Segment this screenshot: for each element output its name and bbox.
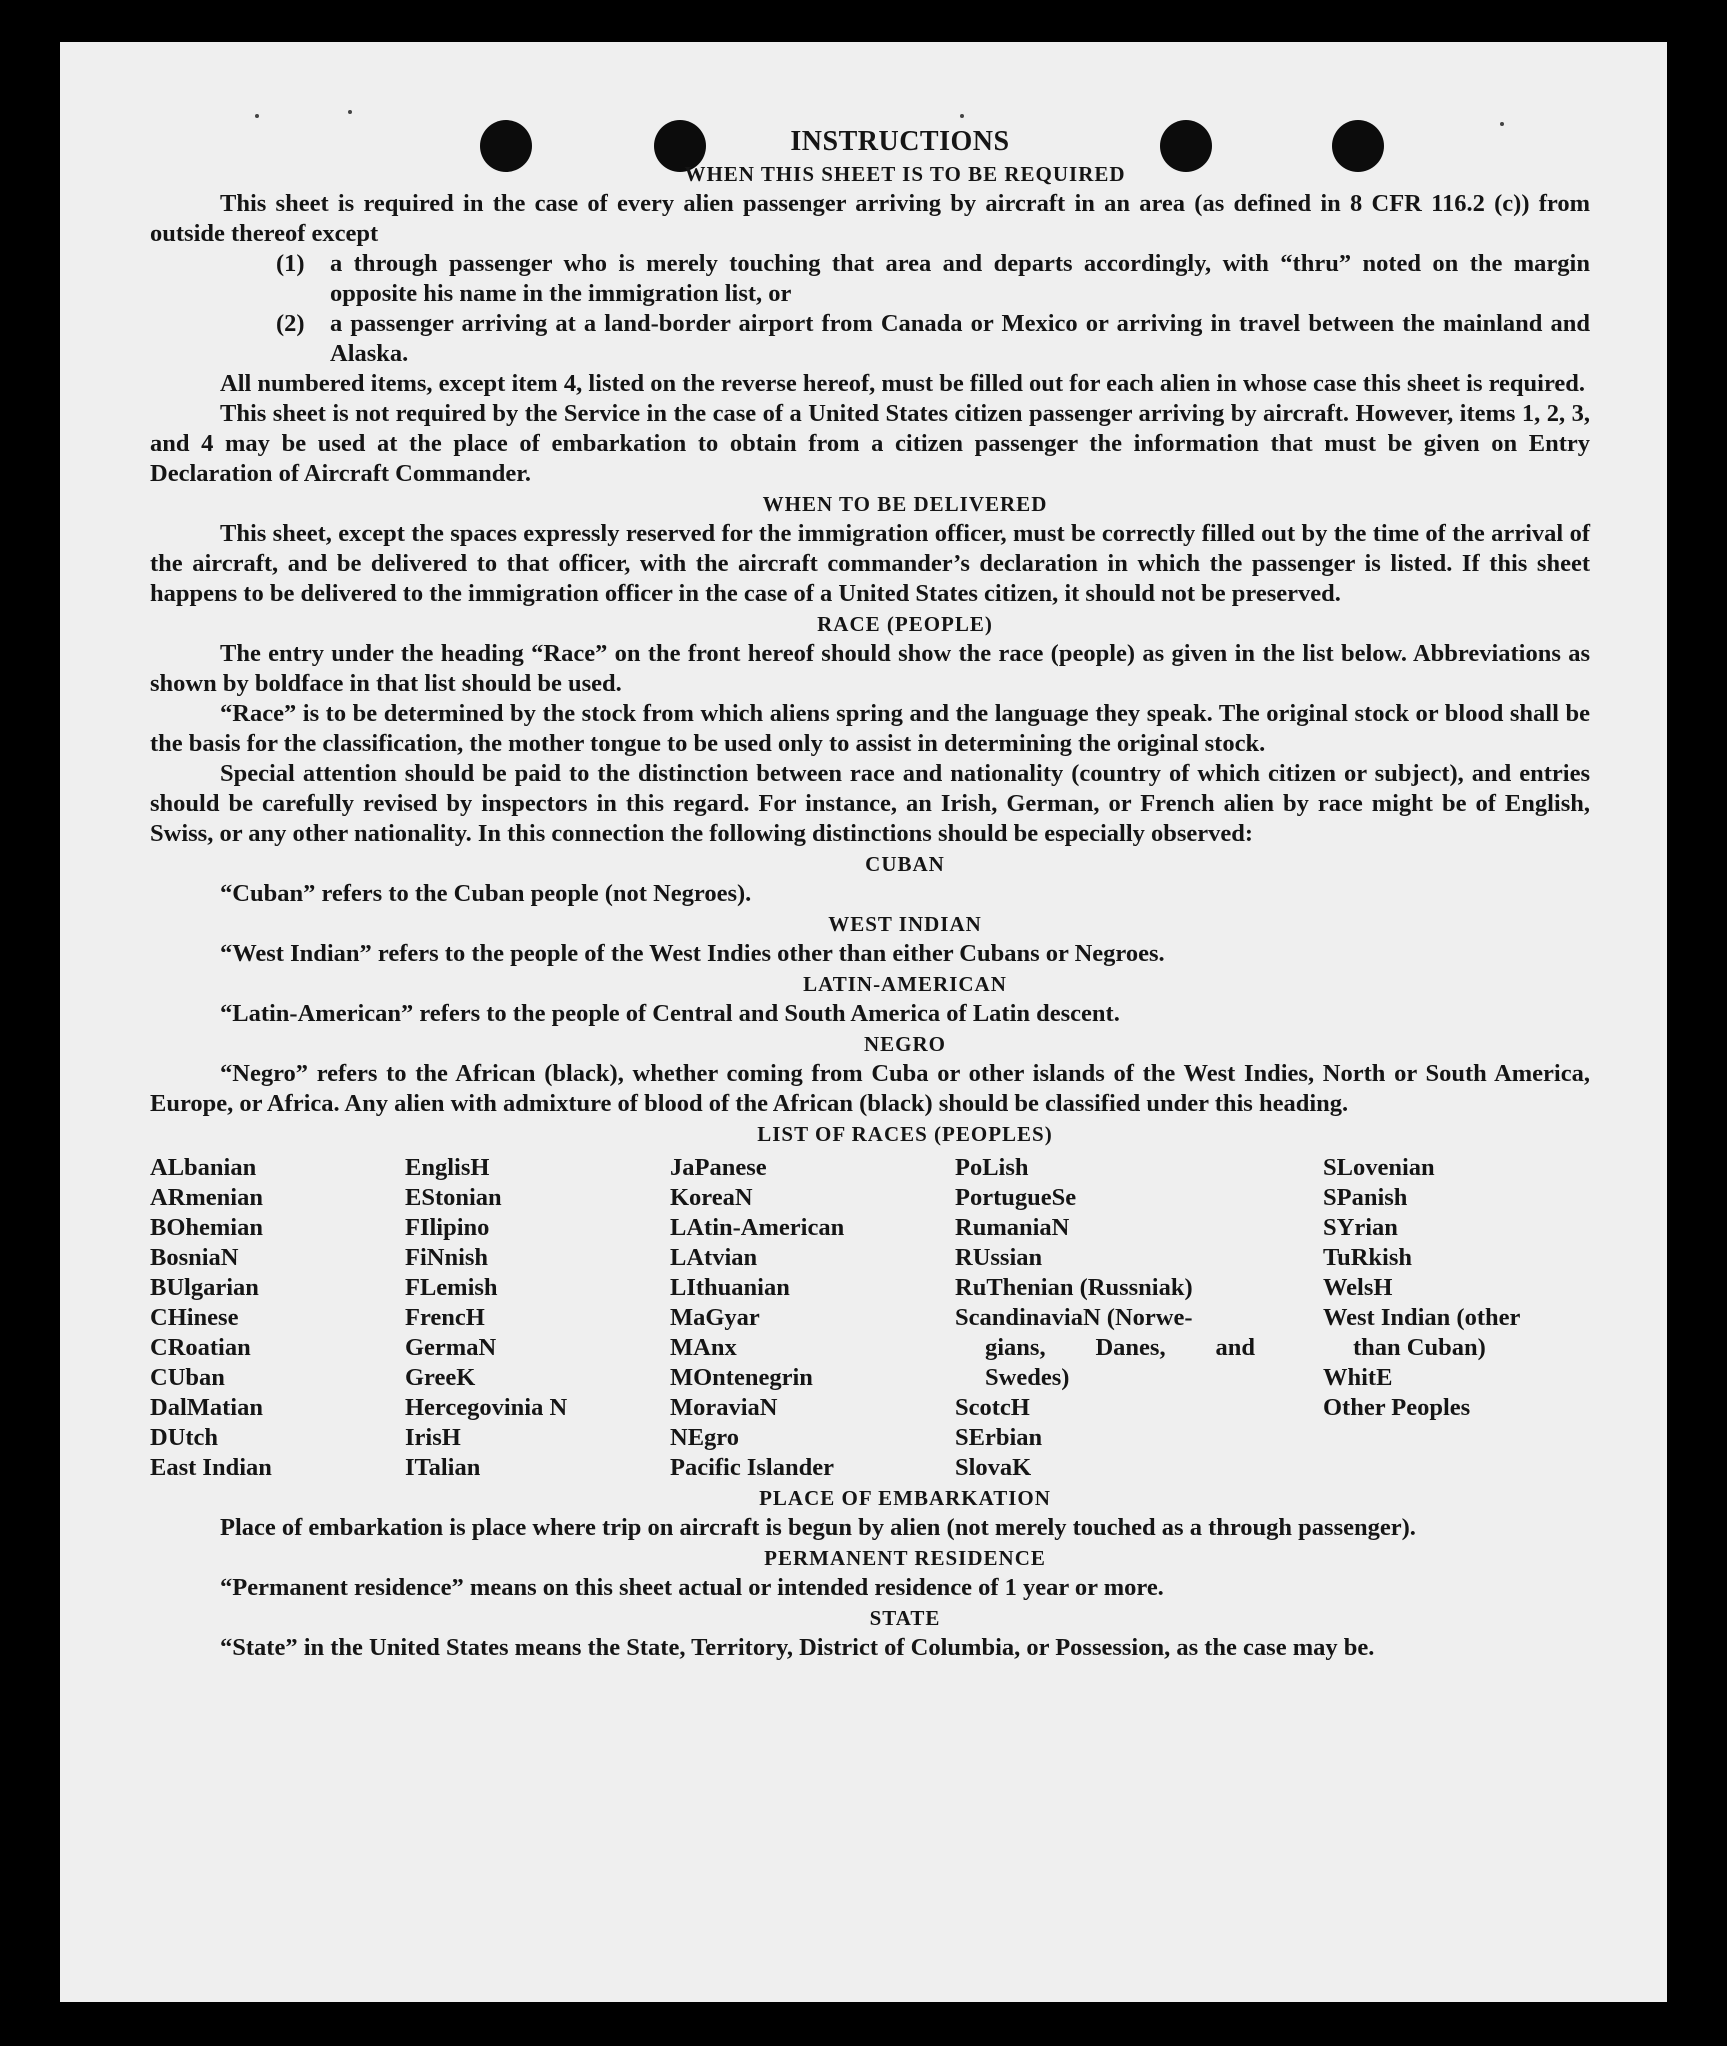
item-number: (1) [276, 250, 305, 277]
race-item: SLovenian [1323, 1154, 1435, 1181]
race-item: EStonian [405, 1184, 502, 1211]
race-item: DalMatian [150, 1394, 263, 1421]
race-item: Hercegovinia N [405, 1394, 568, 1421]
race-item: BUlgarian [150, 1274, 259, 1301]
race-item: SlovaK [955, 1454, 1032, 1481]
paragraph: “Negro” refers to the African (black), whether coming from Cuba or other islands of the West Indies, North or South America, Europe, or Africa. Any alien with admixture of blood of the African (black) should be classified under this heading. [150, 1060, 1590, 1117]
race-item [1323, 1303, 1590, 1363]
list-item [276, 309, 1590, 369]
race-item: WhitE [1323, 1364, 1393, 1391]
race-item: BosniaN [150, 1244, 239, 1271]
paragraph: “Latin-American” refers to the people of Central and South America of Latin descent. [220, 1000, 1120, 1027]
race-item: CHinese [150, 1304, 239, 1331]
paragraph: “West Indian” refers to the people of the West Indies other than either Cubans or Negroes. [220, 940, 1165, 967]
race-item: PoLish [955, 1154, 1029, 1181]
section-heading: WHEN THIS SHEET IS TO BE REQUIRED [684, 162, 1126, 186]
race-item: KoreaN [670, 1184, 753, 1211]
section-heading: NEGRO [863, 1032, 946, 1056]
race-list [150, 1153, 1590, 1483]
race-item: GreeK [405, 1364, 476, 1391]
race-item-continuation: than Cuban) [1353, 1334, 1486, 1361]
item-text: a passenger arriving at a land-border airport from Canada or Mexico or arriving in travel between the mainland and Alaska. [330, 310, 1590, 367]
race-item: MaGyar [670, 1304, 760, 1331]
speck [348, 110, 352, 114]
section-heading: CUBAN [865, 852, 945, 876]
race-item: BOhemian [150, 1214, 263, 1241]
race-item: East Indian [150, 1454, 272, 1481]
paragraph: Special attention should be paid to the distinction between race and nationality (country of which citizen or subject), and entries should be carefully revised by inspectors in this regard. For instance, an Irish, German, or French alien by race might be of English, Swiss, or any other nationality. In this connection the following distinctions should be especially observed: [150, 760, 1590, 847]
race-item: WelsH [1323, 1274, 1393, 1301]
section-heading: RACE (PEOPLE) [817, 612, 993, 636]
race-item: CRoatian [150, 1334, 251, 1361]
race-column [955, 1153, 1255, 1483]
race-item: LIthuanian [670, 1274, 790, 1301]
section-heading: WHEN TO BE DELIVERED [762, 492, 1048, 516]
paragraph: The entry under the heading “Race” on the front hereof should show the race (people) as given in the list below. Abbreviations as shown by boldface in that list should be used. [150, 640, 1590, 697]
race-item: DUtch [150, 1424, 219, 1451]
race-item: MOntenegrin [670, 1364, 813, 1391]
race-item-continuation: gians, Danes, and Swedes) [985, 1334, 1255, 1391]
race-item: RUssian [955, 1244, 1043, 1271]
race-item: JaPanese [670, 1154, 767, 1181]
paragraph: All numbered items, except item 4, listed on the reverse hereof, must be filled out for each alien in whose case this sheet is required. [220, 370, 1586, 397]
item-number: (2) [276, 310, 305, 337]
speck [255, 114, 259, 118]
paragraph: “State” in the United States means the State, Territory, District of Columbia, or Possession, as the case may be. [220, 1634, 1375, 1661]
race-item: SPanish [1323, 1184, 1408, 1211]
list-item [276, 249, 1590, 309]
race-item: EnglisH [405, 1154, 490, 1181]
section-heading: PLACE OF EMBARKATION [759, 1486, 1051, 1510]
race-item: FIlipino [405, 1214, 490, 1241]
paragraph: This sheet is not required by the Service in the case of a United States citizen passenger arriving by aircraft. However, items 1, 2, 3, and 4 may be used at the place of embarkation to obtain from a citizen passenger the information that must be given on Entry Declaration of Aircraft Commander. [150, 400, 1590, 487]
section-heading: WEST INDIAN [828, 912, 982, 936]
race-item: RuThenian (Russniak) [955, 1274, 1193, 1301]
race-item: MAnx [670, 1334, 737, 1361]
race-item [955, 1303, 1255, 1393]
race-item: IrisH [405, 1424, 461, 1451]
paragraph: “Permanent residence” means on this sheet actual or intended residence of 1 year or more. [220, 1574, 1164, 1601]
race-item: ARmenian [150, 1184, 263, 1211]
race-item: ITalian [405, 1454, 481, 1481]
page-title: INSTRUCTIONS [790, 126, 1010, 157]
race-item-line: ScandinaviaN (Norwe- [955, 1304, 1193, 1331]
paragraph: Place of embarkation is place where trip on aircraft is begun by alien (not merely touched as a through passenger). [220, 1514, 1416, 1541]
race-item: GermaN [405, 1334, 497, 1361]
paragraph: This sheet, except the spaces expressly reserved for the immigration officer, must be correctly filled out by the time of the arrival of the aircraft, and be delivered to that officer, with the aircraft commander’s declaration in which the passenger is listed. If this sheet happens to be delivered to the immigration officer in the case of a United States citizen, it should not be preserved. [150, 520, 1590, 607]
speck [960, 114, 964, 118]
section-heading: LATIN-AMERICAN [803, 972, 1007, 996]
section-heading: STATE [869, 1606, 941, 1630]
paragraph: This sheet is required in the case of every alien passenger arriving by aircraft in an area (as defined in 8 CFR 116.2 (c)) from outside thereof except [150, 190, 1590, 247]
race-item: FiNnish [405, 1244, 489, 1271]
race-column [1323, 1153, 1590, 1483]
race-item: LAtin-American [670, 1214, 845, 1241]
race-item: SYrian [1323, 1214, 1398, 1241]
race-item: ScotcH [955, 1394, 1030, 1421]
race-item: MoraviaN [670, 1394, 778, 1421]
race-column [670, 1153, 955, 1483]
race-item: TuRkish [1323, 1244, 1413, 1271]
race-item: ALbanian [150, 1154, 257, 1181]
race-item: NEgro [670, 1424, 739, 1451]
race-item: CUban [150, 1364, 225, 1391]
paragraph: “Cuban” refers to the Cuban people (not Negroes). [220, 880, 752, 907]
item-text: a through passenger who is merely touching that area and departs accordingly, with “thru” noted on the margin opposite his name in the immigration list, or [330, 250, 1590, 307]
section-heading: LIST OF RACES (PEOPLES) [757, 1122, 1053, 1146]
race-item-line: West Indian (other [1323, 1304, 1521, 1331]
race-item: Pacific Islander [670, 1454, 834, 1481]
race-item: FLemish [405, 1274, 498, 1301]
race-item: SErbian [955, 1424, 1043, 1451]
race-column [150, 1153, 405, 1483]
race-item: Other Peoples [1323, 1394, 1471, 1421]
race-item: LAtvian [670, 1244, 758, 1271]
race-item: RumaniaN [955, 1214, 1070, 1241]
race-column [405, 1153, 670, 1483]
paragraph: “Race” is to be determined by the stock from which aliens spring and the language they speak. The original stock or blood shall be the basis for the classification, the mother tongue to be used only to assist in determining the original stock. [150, 700, 1590, 757]
race-item: FrencH [405, 1304, 485, 1331]
instructions-text [150, 125, 1590, 1663]
race-item: PortugueSe [955, 1184, 1077, 1211]
section-heading: PERMANENT RESIDENCE [764, 1546, 1046, 1570]
